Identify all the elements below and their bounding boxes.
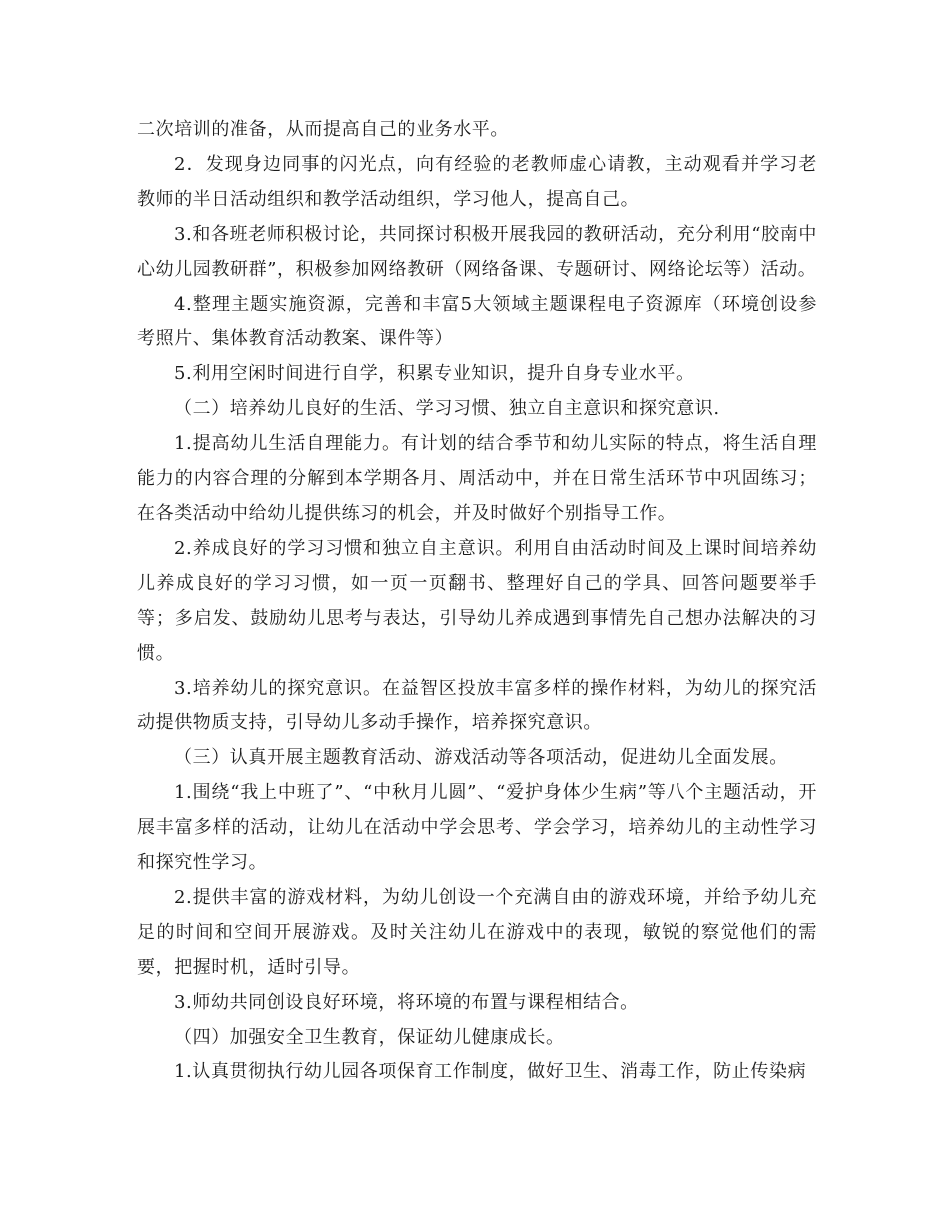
section-heading-4: （四）加强安全卫生教育，保证幼儿健康成长。	[174, 1026, 565, 1048]
paragraph-10: 2.提供丰富的游戏材料，为幼儿创设一个充满自由的游戏环境，并给予幼儿充足的时间和空间开展游戏。及时关注幼儿在游戏中的表现，敏锐的察觉他们的需要，把握时机，适时引导。	[137, 886, 817, 978]
paragraph-1: 二次培训的准备，从而提高自己的业务水平。	[137, 119, 509, 140]
document-body	[137, 113, 817, 1090]
paragraph-4: 4.整理主题实施资源，完善和丰富5大领域主题课程电子资源库（环境创设参考照片、集体教育活动教案、课件等）	[137, 293, 817, 350]
section-heading-3: （三）认真开展主题教育活动、游戏活动等各项活动，促进幼儿全面发展。	[174, 747, 788, 769]
paragraph-5: 5.利用空闲时间进行自学，积累专业知识，提升自身专业水平。	[174, 363, 695, 385]
paragraph-8: 3.培养幼儿的探究意识。在益智区投放丰富多样的操作材料，为幼儿的探究活动提供物质支持，引导幼儿多动手操作，培养探究意识。	[137, 677, 817, 734]
paragraph-9: 1.围绕“我上中班了”、“中秋月儿圆”、“爱护身体少生病”等八个主题活动，开展丰富多样的活动，让幼儿在活动中学会思考、学会学习，培养幼儿的主动性学习和探究性学习。	[137, 782, 817, 874]
paragraph-2: 2．发现身边同事的闪光点，向有经验的老教师虚心请教，主动观看并学习老教师的半日活动组织和教学活动组织，学习他人，提高自己。	[137, 153, 817, 210]
paragraph-11: 3.师幼共同创设良好环境，将环境的布置与课程相结合。	[174, 991, 639, 1013]
paragraph-7: 2.养成良好的学习习惯和独立自主意识。利用自由活动时间及上课时间培养幼儿养成良好的学习习惯，如一页一页翻书、整理好自己的学具、回答问题要举手等；多启发、鼓励幼儿思考与表达，引导幼儿养成遇到事情先自己想办法解决的习惯。	[137, 537, 817, 664]
paragraph-3: 3.和各班老师积极讨论，共同探讨积极开展我园的教研活动，充分利用“胶南中心幼儿园教研群”，积极参加网络教研（网络备课、专题研讨、网络论坛等）活动。	[137, 223, 817, 280]
paragraph-6: 1.提高幼儿生活自理能力。有计划的结合季节和幼儿实际的特点，将生活自理能力的内容合理的分解到本学期各月、周活动中，并在日常生活环节中巩固练习；在各类活动中给幼儿提供练习的机会，并及时做好个别指导工作。	[137, 433, 817, 524]
section-heading-2: （二）培养幼儿良好的生活、学习习惯、独立自主意识和探究意识.	[174, 398, 720, 420]
paragraph-12: 1.认真贯彻执行幼儿园各项保育工作制度，做好卫生、消毒工作，防止传染病	[174, 1061, 807, 1083]
